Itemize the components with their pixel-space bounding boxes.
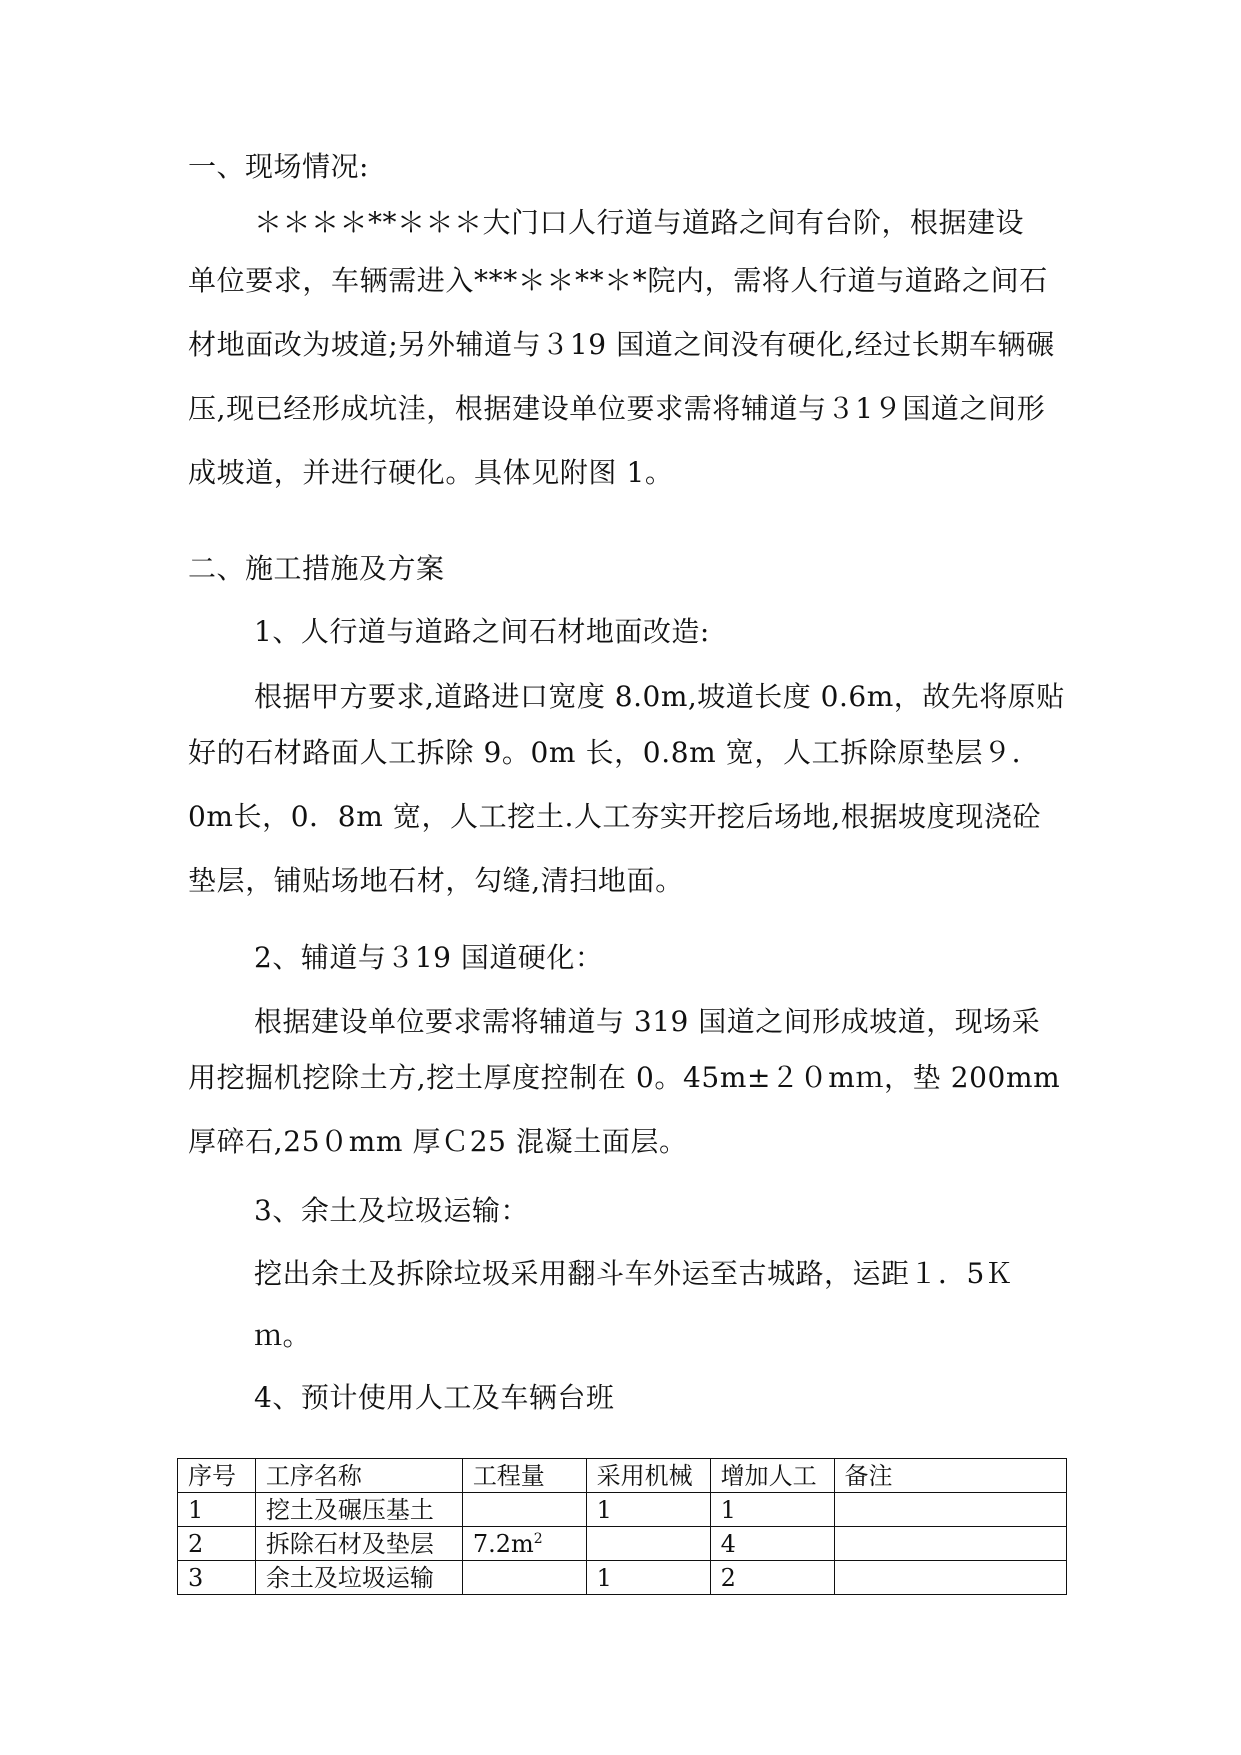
table-cell: 2 xyxy=(178,1527,256,1561)
section-heading-site-conditions: 一、现场情况: xyxy=(188,150,369,183)
table-cell: 2 xyxy=(710,1561,834,1595)
table-header-cell: 工程量 xyxy=(462,1459,586,1493)
table-header-cell: 工序名称 xyxy=(255,1459,462,1493)
table-cell: 1 xyxy=(710,1493,834,1527)
item-heading-waste-transport: 3、余土及垃圾运输： xyxy=(254,1194,529,1227)
table-cell xyxy=(834,1561,1066,1595)
table-header-cell: 增加人工 xyxy=(710,1459,834,1493)
table-header-cell: 采用机械 xyxy=(586,1459,710,1493)
section-heading-construction-measures: 二、施工措施及方案 xyxy=(188,552,445,585)
table-cell: 1 xyxy=(586,1493,710,1527)
item-heading-road-hardening: 2、辅道与３19 国道硬化： xyxy=(254,941,604,974)
paragraph-site-conditions: 单位要求，车辆需进入***＊＊**＊*院内，需将人行道与道路之间石材地面改为坡道;另外辅道与３19 国道之间没有硬化,经过长期车辆碾压,现已经形成坑洼，根据建设单位要求需将辅道与３1９国道之间形成坡道，并进行硬化。具体见附图 1。 xyxy=(188,264,1055,489)
table-cell: 1 xyxy=(586,1561,710,1595)
paragraph-waste-transport-line2: ｍ。 xyxy=(254,1319,312,1352)
table-header-cell: 备注 xyxy=(834,1459,1066,1493)
table-header-cell: 序号 xyxy=(178,1459,256,1493)
table-cell: 拆除石材及垫层 xyxy=(255,1527,462,1561)
table-row xyxy=(178,1527,1067,1561)
table-cell xyxy=(834,1527,1066,1561)
labor-vehicle-table xyxy=(177,1458,1067,1595)
paragraph-road-hardening-first-line: 根据建设单位要求需将辅道与 319 国道之间形成坡道，现场采 xyxy=(254,1005,1041,1038)
table-cell: 4 xyxy=(710,1527,834,1561)
paragraph-site-conditions-first-line: ＊＊＊＊**＊＊＊大门口人行道与道路之间有台阶，根据建设 xyxy=(254,206,1025,239)
table-cell: 余土及垃圾运输 xyxy=(255,1561,462,1595)
table-cell: 挖土及碾压基土 xyxy=(255,1493,462,1527)
paragraph-waste-transport-line1: 挖出余土及拆除垃圾采用翻斗车外运至古城路，运距１．5Ｋ xyxy=(254,1257,1014,1290)
paragraph-stone-surface-first-line: 根据甲方要求,道路进口宽度 8.0m,坡道长度 0.6m，故先将原贴 xyxy=(254,680,1065,713)
table-cell: 3 xyxy=(178,1561,256,1595)
table-row xyxy=(178,1493,1067,1527)
table-row xyxy=(178,1561,1067,1595)
table-cell xyxy=(462,1561,586,1595)
item-heading-stone-surface: 1、人行道与道路之间石材地面改造: xyxy=(254,615,710,648)
item-heading-labor-vehicles: 4、预计使用人工及车辆台班 xyxy=(254,1381,615,1414)
table-header-row xyxy=(178,1459,1067,1493)
table-cell: 1 xyxy=(178,1493,256,1527)
table-cell-quantity xyxy=(462,1527,586,1561)
paragraph-road-hardening: 用挖掘机挖除土方,挖土厚度控制在 0。45m±２０mｍ，垫 200mm 厚碎石,25０mm 厚Ｃ25 混凝土面层。 xyxy=(188,1061,1061,1158)
paragraph-stone-surface: 好的石材路面人工拆除 9。0m 长，0.8m 宽，人工拆除原垫层９．0m长，0．8m 宽，人工挖土.人工夯实开挖后场地,根据坡度现浇砼垫层，铺贴场地石材，勾缝,清扫地面。 xyxy=(188,736,1042,897)
area-unit-superscript: 2 xyxy=(533,1530,543,1547)
table-cell xyxy=(586,1527,710,1561)
table-cell xyxy=(462,1493,586,1527)
table-cell xyxy=(834,1493,1066,1527)
quantity-value: 7.2m xyxy=(472,1529,534,1558)
